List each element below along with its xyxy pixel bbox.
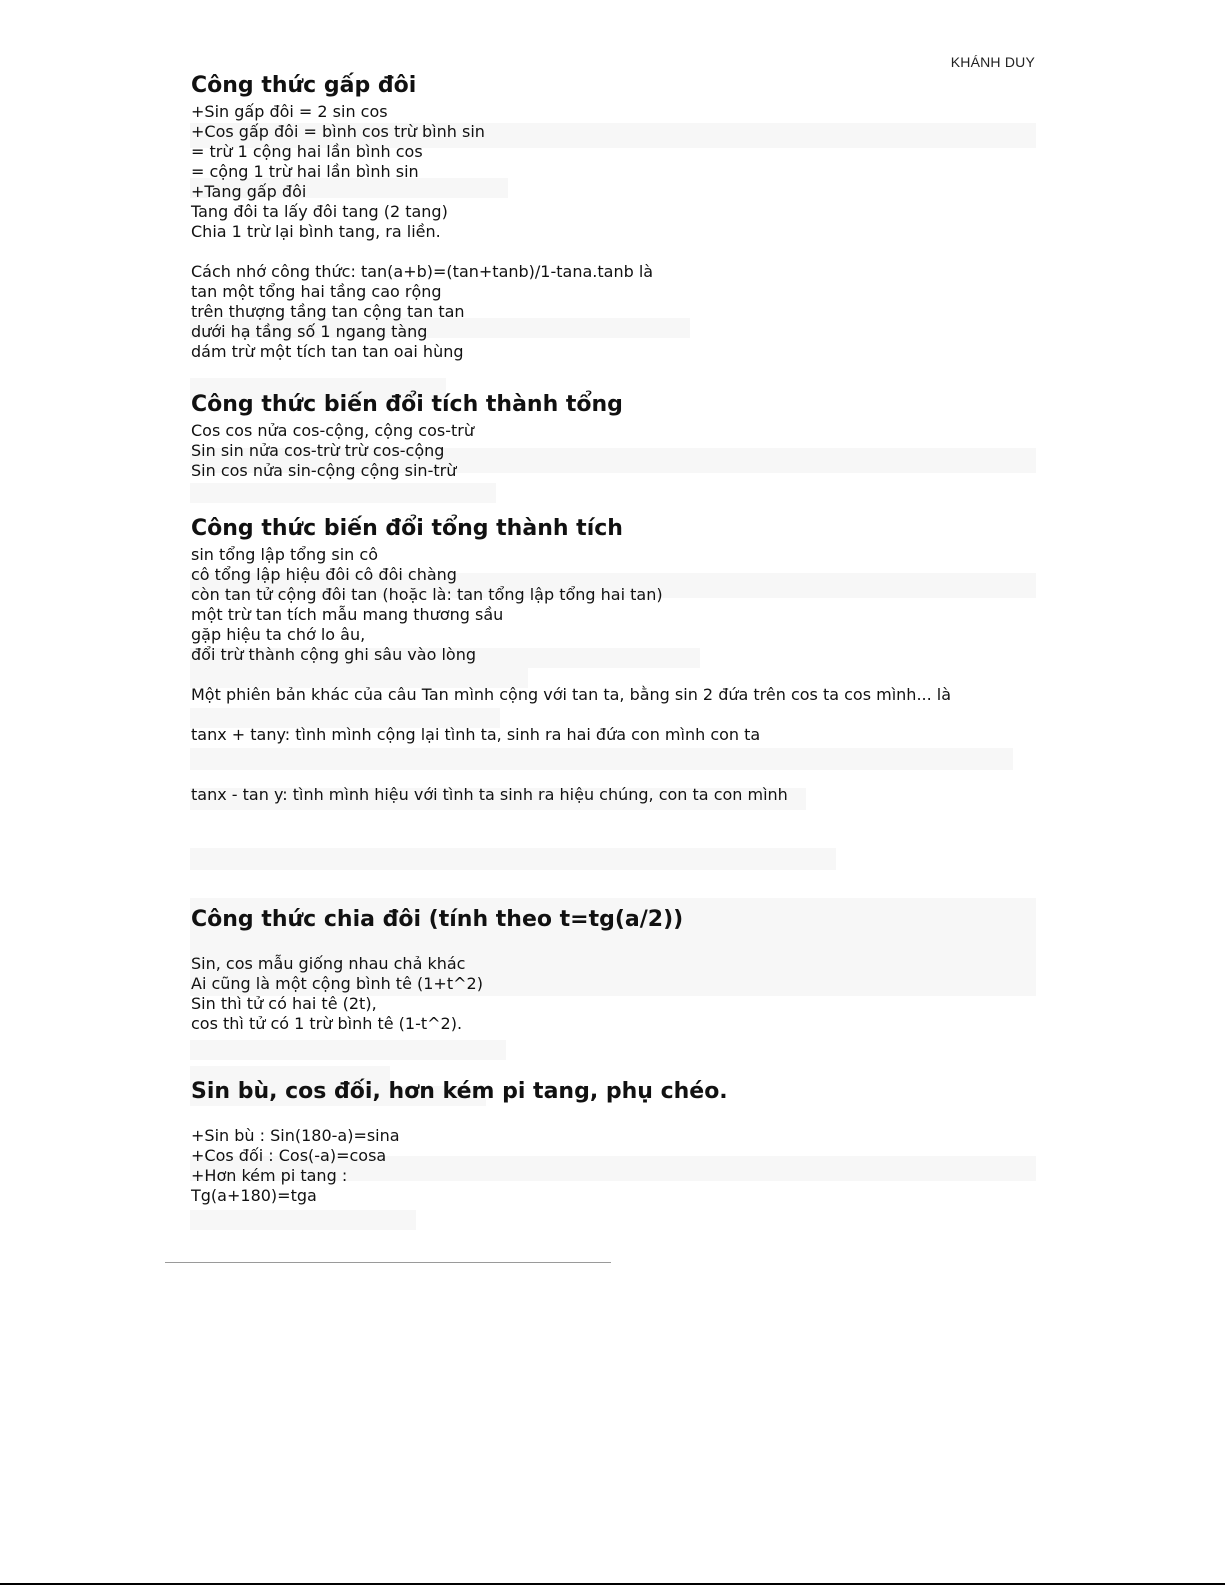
text-line: cô tổng lập hiệu đôi cô đôi chàng	[191, 565, 457, 584]
text-line: +Cos đối : Cos(-a)=cosa	[191, 1146, 387, 1165]
text-line: +Cos gấp đôi = bình cos trừ bình sin	[191, 122, 485, 141]
section-title: Công thức chia đôi (tính theo t=tg(a/2))	[191, 907, 684, 932]
text-line: gặp hiệu ta chớ lo âu,	[191, 625, 366, 644]
text-line: trên thượng tầng tan cộng tan tan	[191, 302, 465, 321]
text-line: +Hơn kém pi tang :	[191, 1166, 348, 1185]
text-line: Tang đôi ta lấy đôi tang (2 tang)	[191, 202, 448, 221]
text-line: Ai cũng là một cộng bình tê (1+t^2)	[191, 974, 483, 993]
section-title: Công thức biến đổi tổng thành tích	[191, 516, 623, 541]
text-line: Tg(a+180)=tga	[191, 1186, 317, 1205]
text-line: đổi trừ thành cộng ghi sâu vào lòng	[191, 645, 476, 664]
text-line: = cộng 1 trừ hai lần bình sin	[191, 162, 419, 181]
text-line: dưới hạ tầng số 1 ngang tàng	[191, 322, 428, 341]
text-line: tanx - tan y: tình mình hiệu với tình ta sinh ra hiệu chúng, con ta con mình	[191, 785, 788, 804]
text-line: tan một tổng hai tầng cao rộng	[191, 282, 442, 301]
text-line: Sin, cos mẫu giống nhau chả khác	[191, 954, 466, 973]
text-line: Cách nhớ công thức: tan(a+b)=(tan+tanb)/1-tana.tanb là	[191, 262, 654, 281]
text-line: cos thì tử có 1 trừ bình tê (1-t^2).	[191, 1014, 463, 1033]
footnote-separator	[165, 1262, 611, 1263]
text-line: còn tan tử cộng đôi tan (hoặc là: tan tổng lập tổng hai tan)	[191, 585, 663, 604]
text-line: +Sin gấp đôi = 2 sin cos	[191, 102, 388, 121]
text-line: một trừ tan tích mẫu mang thương sầu	[191, 605, 504, 624]
text-line: +Tang gấp đôi	[191, 182, 307, 201]
text-line: Sin cos nửa sin-cộng cộng sin-trừ	[191, 461, 457, 480]
text-line: Cos cos nửa cos-cộng, cộng cos-trừ	[191, 421, 474, 440]
author-header: KHÁNH DUY	[950, 54, 1035, 70]
document-body	[191, 70, 1041, 1206]
section-title: Công thức biến đổi tích thành tổng	[191, 392, 623, 417]
text-line: Một phiên bản khác của câu Tan mình cộng với tan ta, bằng sin 2 đứa trên cos ta cos mình... là	[191, 685, 952, 704]
text-line: sin tổng lập tổng sin cô	[191, 545, 378, 564]
text-line: = trừ 1 cộng hai lần bình cos	[191, 142, 423, 161]
section-title: Công thức gấp đôi	[191, 73, 417, 98]
text-line: +Sin bù : Sin(180-a)=sina	[191, 1126, 400, 1145]
text-line: Chia 1 trừ lại bình tang, ra liền.	[191, 222, 441, 241]
text-line: tanx + tany: tình mình cộng lại tình ta, sinh ra hai đứa con mình con ta	[191, 725, 761, 744]
section-title: Sin bù, cos đối, hơn kém pi tang, phụ chéo.	[191, 1079, 728, 1104]
shade-block	[190, 1210, 416, 1230]
text-line: Sin sin nửa cos-trừ trừ cos-cộng	[191, 441, 445, 460]
text-line: dám trừ một tích tan tan oai hùng	[191, 342, 464, 361]
text-line: Sin thì tử có hai tê (2t),	[191, 994, 377, 1013]
